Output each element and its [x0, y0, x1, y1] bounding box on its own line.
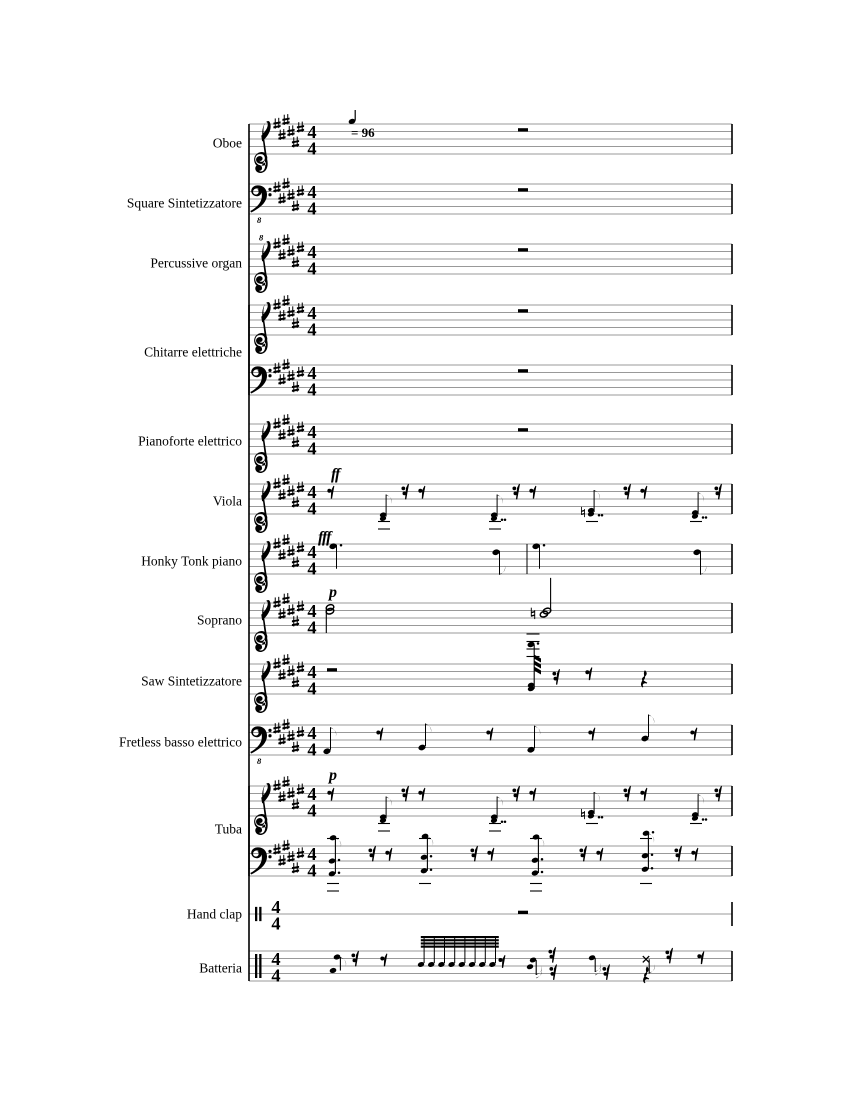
svg-text:4: 4 — [307, 198, 317, 219]
svg-text:8: 8 — [259, 232, 264, 243]
tuba-bass-notes — [327, 830, 698, 891]
instrument-label-saw-sintetizzatore: Saw Sintetizzatore — [141, 673, 242, 689]
staff-2-percussive-organ — [249, 233, 732, 293]
instrument-label-tuba: Tuba — [214, 821, 242, 837]
staff-12 — [249, 840, 732, 881]
svg-text:4: 4 — [307, 138, 317, 159]
svg-text:4: 4 — [271, 913, 281, 934]
svg-text:4: 4 — [307, 422, 317, 442]
staff-0-oboe — [249, 114, 732, 173]
svg-text:4: 4 — [307, 739, 317, 760]
staff-5-pianoforte-elettrico — [249, 414, 732, 473]
fretless-bass-notes — [323, 715, 698, 755]
tempo-value: = 96 — [351, 125, 375, 140]
svg-text:4: 4 — [307, 122, 317, 142]
svg-text:4: 4 — [307, 784, 317, 804]
svg-text:4: 4 — [307, 438, 317, 459]
staff-14-batteria — [249, 949, 732, 985]
instrument-label-oboe: Oboe — [212, 135, 242, 151]
svg-text:4: 4 — [307, 363, 317, 383]
instrument-label-chitarre-elettriche: Chitarre elettriche — [144, 344, 242, 360]
svg-text:4: 4 — [307, 242, 317, 262]
instrument-label-soprano: Soprano — [197, 612, 242, 628]
dynamic-p: p — [329, 767, 336, 784]
staff-1-square-sintetizzatore — [249, 178, 732, 225]
svg-text:4: 4 — [307, 617, 317, 638]
batteria-notes — [329, 936, 704, 983]
svg-text:4: 4 — [307, 601, 317, 621]
svg-text:4: 4 — [307, 800, 317, 821]
svg-text:4: 4 — [307, 662, 317, 682]
instrument-label-batteria: Batteria — [199, 960, 242, 976]
svg-text:4: 4 — [307, 379, 317, 400]
svg-text:4: 4 — [271, 965, 281, 986]
staff-4 — [249, 359, 732, 400]
svg-text:8: 8 — [257, 215, 262, 225]
instrument-label-pianoforte-elettrico: Pianoforte elettrico — [138, 433, 242, 449]
svg-text:4: 4 — [307, 723, 317, 743]
staff-8-soprano — [249, 593, 732, 652]
instrument-label-hand-clap: Hand clap — [186, 906, 242, 922]
svg-text:4: 4 — [307, 678, 317, 699]
staff-7-honky-tonk-piano — [249, 534, 732, 593]
staff-10-fretless-basso-elettrico — [249, 719, 732, 766]
instrument-label-square-sintetizzatore: Square Sintetizzatore — [126, 195, 242, 211]
dynamic-fff: fff — [318, 529, 331, 546]
svg-text:4: 4 — [271, 949, 281, 969]
instrument-label-viola: Viola — [212, 493, 242, 509]
staff-3-chitarre-elettriche — [249, 295, 732, 354]
svg-text:4: 4 — [307, 558, 317, 579]
instrument-label-percussive-organ: Percussive organ — [150, 255, 242, 271]
staff-13-hand-clap — [249, 897, 732, 933]
dynamic-ff: ff — [331, 466, 340, 483]
staff-9-saw-sintetizzatore — [249, 654, 732, 713]
staff-6-viola — [249, 474, 732, 533]
svg-text:4: 4 — [271, 897, 281, 917]
svg-text:4: 4 — [307, 258, 317, 279]
svg-text:4: 4 — [307, 542, 317, 562]
svg-text:4: 4 — [307, 303, 317, 323]
staff-11-tuba — [249, 776, 732, 835]
svg-text:4: 4 — [307, 482, 317, 502]
svg-text:8: 8 — [257, 756, 262, 766]
svg-text:4: 4 — [307, 182, 317, 202]
instrument-label-honky-tonk-piano: Honky Tonk piano — [141, 553, 242, 569]
dynamic-p: p — [329, 584, 336, 601]
svg-text:4: 4 — [307, 844, 317, 864]
soprano-notes — [325, 578, 551, 633]
instrument-label-fretless-basso-elettrico: Fretless basso elettrico — [119, 734, 242, 750]
svg-text:4: 4 — [307, 860, 317, 881]
svg-text:4: 4 — [307, 319, 317, 340]
svg-text:4: 4 — [307, 498, 317, 519]
saw-synth-notes — [327, 634, 647, 692]
